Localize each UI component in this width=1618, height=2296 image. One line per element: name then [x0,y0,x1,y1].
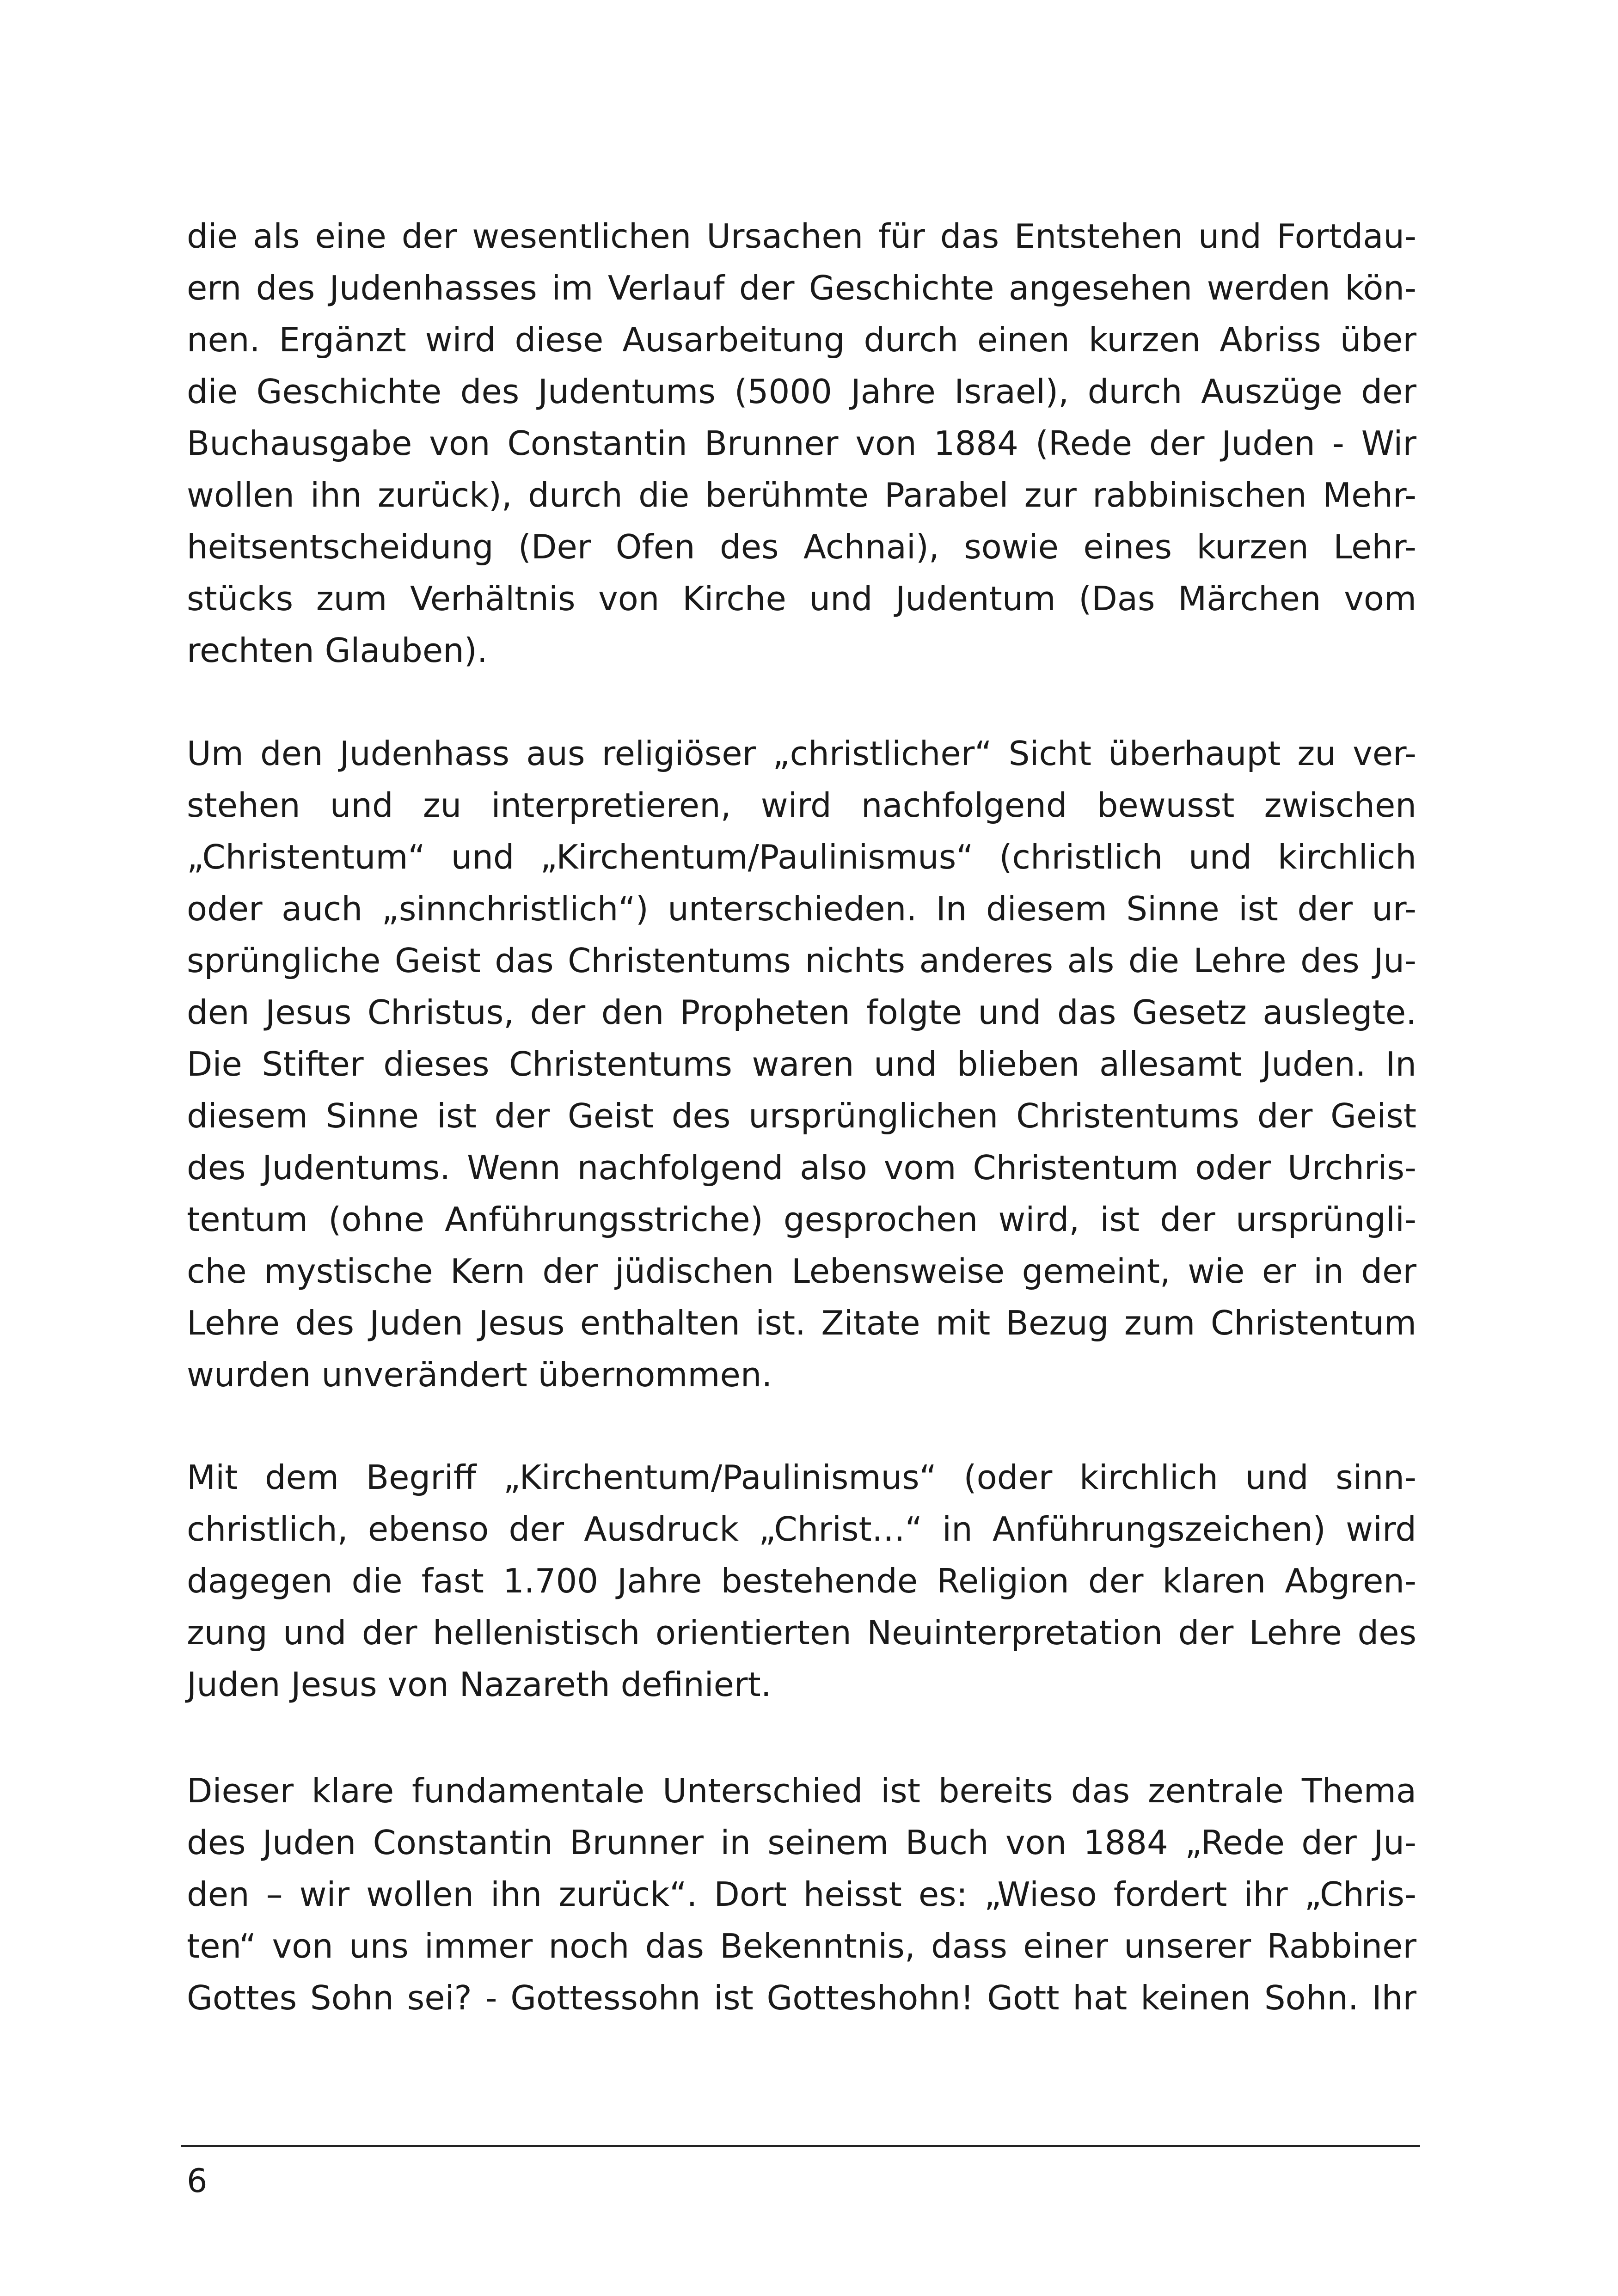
text-line: Buchausgabe von Constantin Brunner von 1884 (Rede der Juden - Wir [187,424,1416,463]
text-line: des Juden Constantin Brunner in seinem Buch von 1884 „Rede der Ju- [187,1823,1416,1862]
text-line: oder auch „sinnchristlich“) unterschieden. In diesem Sinne ist der ur- [187,889,1416,928]
paragraph-2 [187,728,1416,1401]
text-line: die als eine der wesentlichen Ursachen für das Entstehen und Fortdau- [187,217,1416,256]
text-line: Lehre des Juden Jesus enthalten ist. Zitate mit Bezug zum Christentum [187,1304,1416,1342]
text-line: Gottes Sohn sei? - Gottessohn ist Gotteshohn! Gott hat keinen Sohn. Ihr [187,1978,1416,2017]
text-line: heitsentscheidung (Der Ofen des Achnai), sowie eines kurzen Lehr- [187,527,1416,566]
page-number: 6 [187,2162,208,2200]
text-line: Die Stifter dieses Christentums waren und blieben allesamt Juden. In [187,1045,1416,1084]
text-line: sprüngliche Geist das Christentums nichts anderes als die Lehre des Ju- [187,941,1416,980]
text-line: Mit dem Begriff „Kirchentum/Paulinismus“ (oder kirchlich und sinn- [187,1458,1416,1497]
text-line: dagegen die fast 1.700 Jahre bestehende Religion der klaren Abgren- [187,1561,1416,1600]
text-line: ern des Judenhasses im Verlauf der Geschichte angesehen werden kön- [187,269,1416,307]
text-line: des Judentums. Wenn nachfolgend also vom Christentum oder Urchris- [187,1148,1416,1187]
text-line: „Christentum“ und „Kirchentum/Paulinismus“ (christlich und kirchlich [187,838,1416,876]
text-line: wurden unverändert übernommen. [187,1355,772,1394]
text-line: ten“ von uns immer noch das Bekenntnis, dass einer unserer Rabbiner [187,1927,1416,1965]
text-line: che mystische Kern der jüdischen Lebensweise gemeint, wie er in der [187,1252,1416,1291]
text-line: wollen ihn zurück), durch die berühmte Parabel zur rabbinischen Mehr- [187,476,1416,514]
text-line: stücks zum Verhältnis von Kirche und Judentum (Das Märchen vom [187,579,1416,618]
footer-divider [181,2145,1420,2147]
text-line: Dieser klare fundamentale Unterschied ist bereits das zentrale Thema [187,1771,1416,1810]
text-line: diesem Sinne ist der Geist des ursprünglichen Christentums der Geist [187,1096,1416,1135]
paragraph-3 [187,1451,1416,1710]
text-line: zung und der hellenistisch orientierten Neuinterpretation der Lehre des [187,1613,1416,1652]
text-line: den Jesus Christus, der den Propheten folgte und das Gesetz auslegte. [187,993,1416,1032]
paragraph-1 [187,210,1416,676]
text-line: stehen und zu interpretieren, wird nachfolgend bewusst zwischen [187,786,1416,825]
text-line: christlich, ebenso der Ausdruck „Christ…“ in Anführungszeichen) wird [187,1510,1416,1549]
text-line: die Geschichte des Judentums (5000 Jahre Israel), durch Auszüge der [187,372,1416,411]
text-line: den – wir wollen ihn zurück“. Dort heisst es: „Wieso fordert ihr „Chris- [187,1875,1416,1914]
text-line: Um den Judenhass aus religiöser „christlicher“ Sicht überhaupt zu ver- [187,734,1416,773]
text-line: nen. Ergänzt wird diese Ausarbeitung durch einen kurzen Abriss über [187,320,1416,359]
text-line: rechten Glauben). [187,631,488,670]
paragraph-4 [187,1765,1416,2024]
text-line: tentum (ohne Anführungsstriche) gesprochen wird, ist der ursprüngli- [187,1200,1416,1239]
text-line: Juden Jesus von Nazareth definiert. [187,1665,772,1704]
